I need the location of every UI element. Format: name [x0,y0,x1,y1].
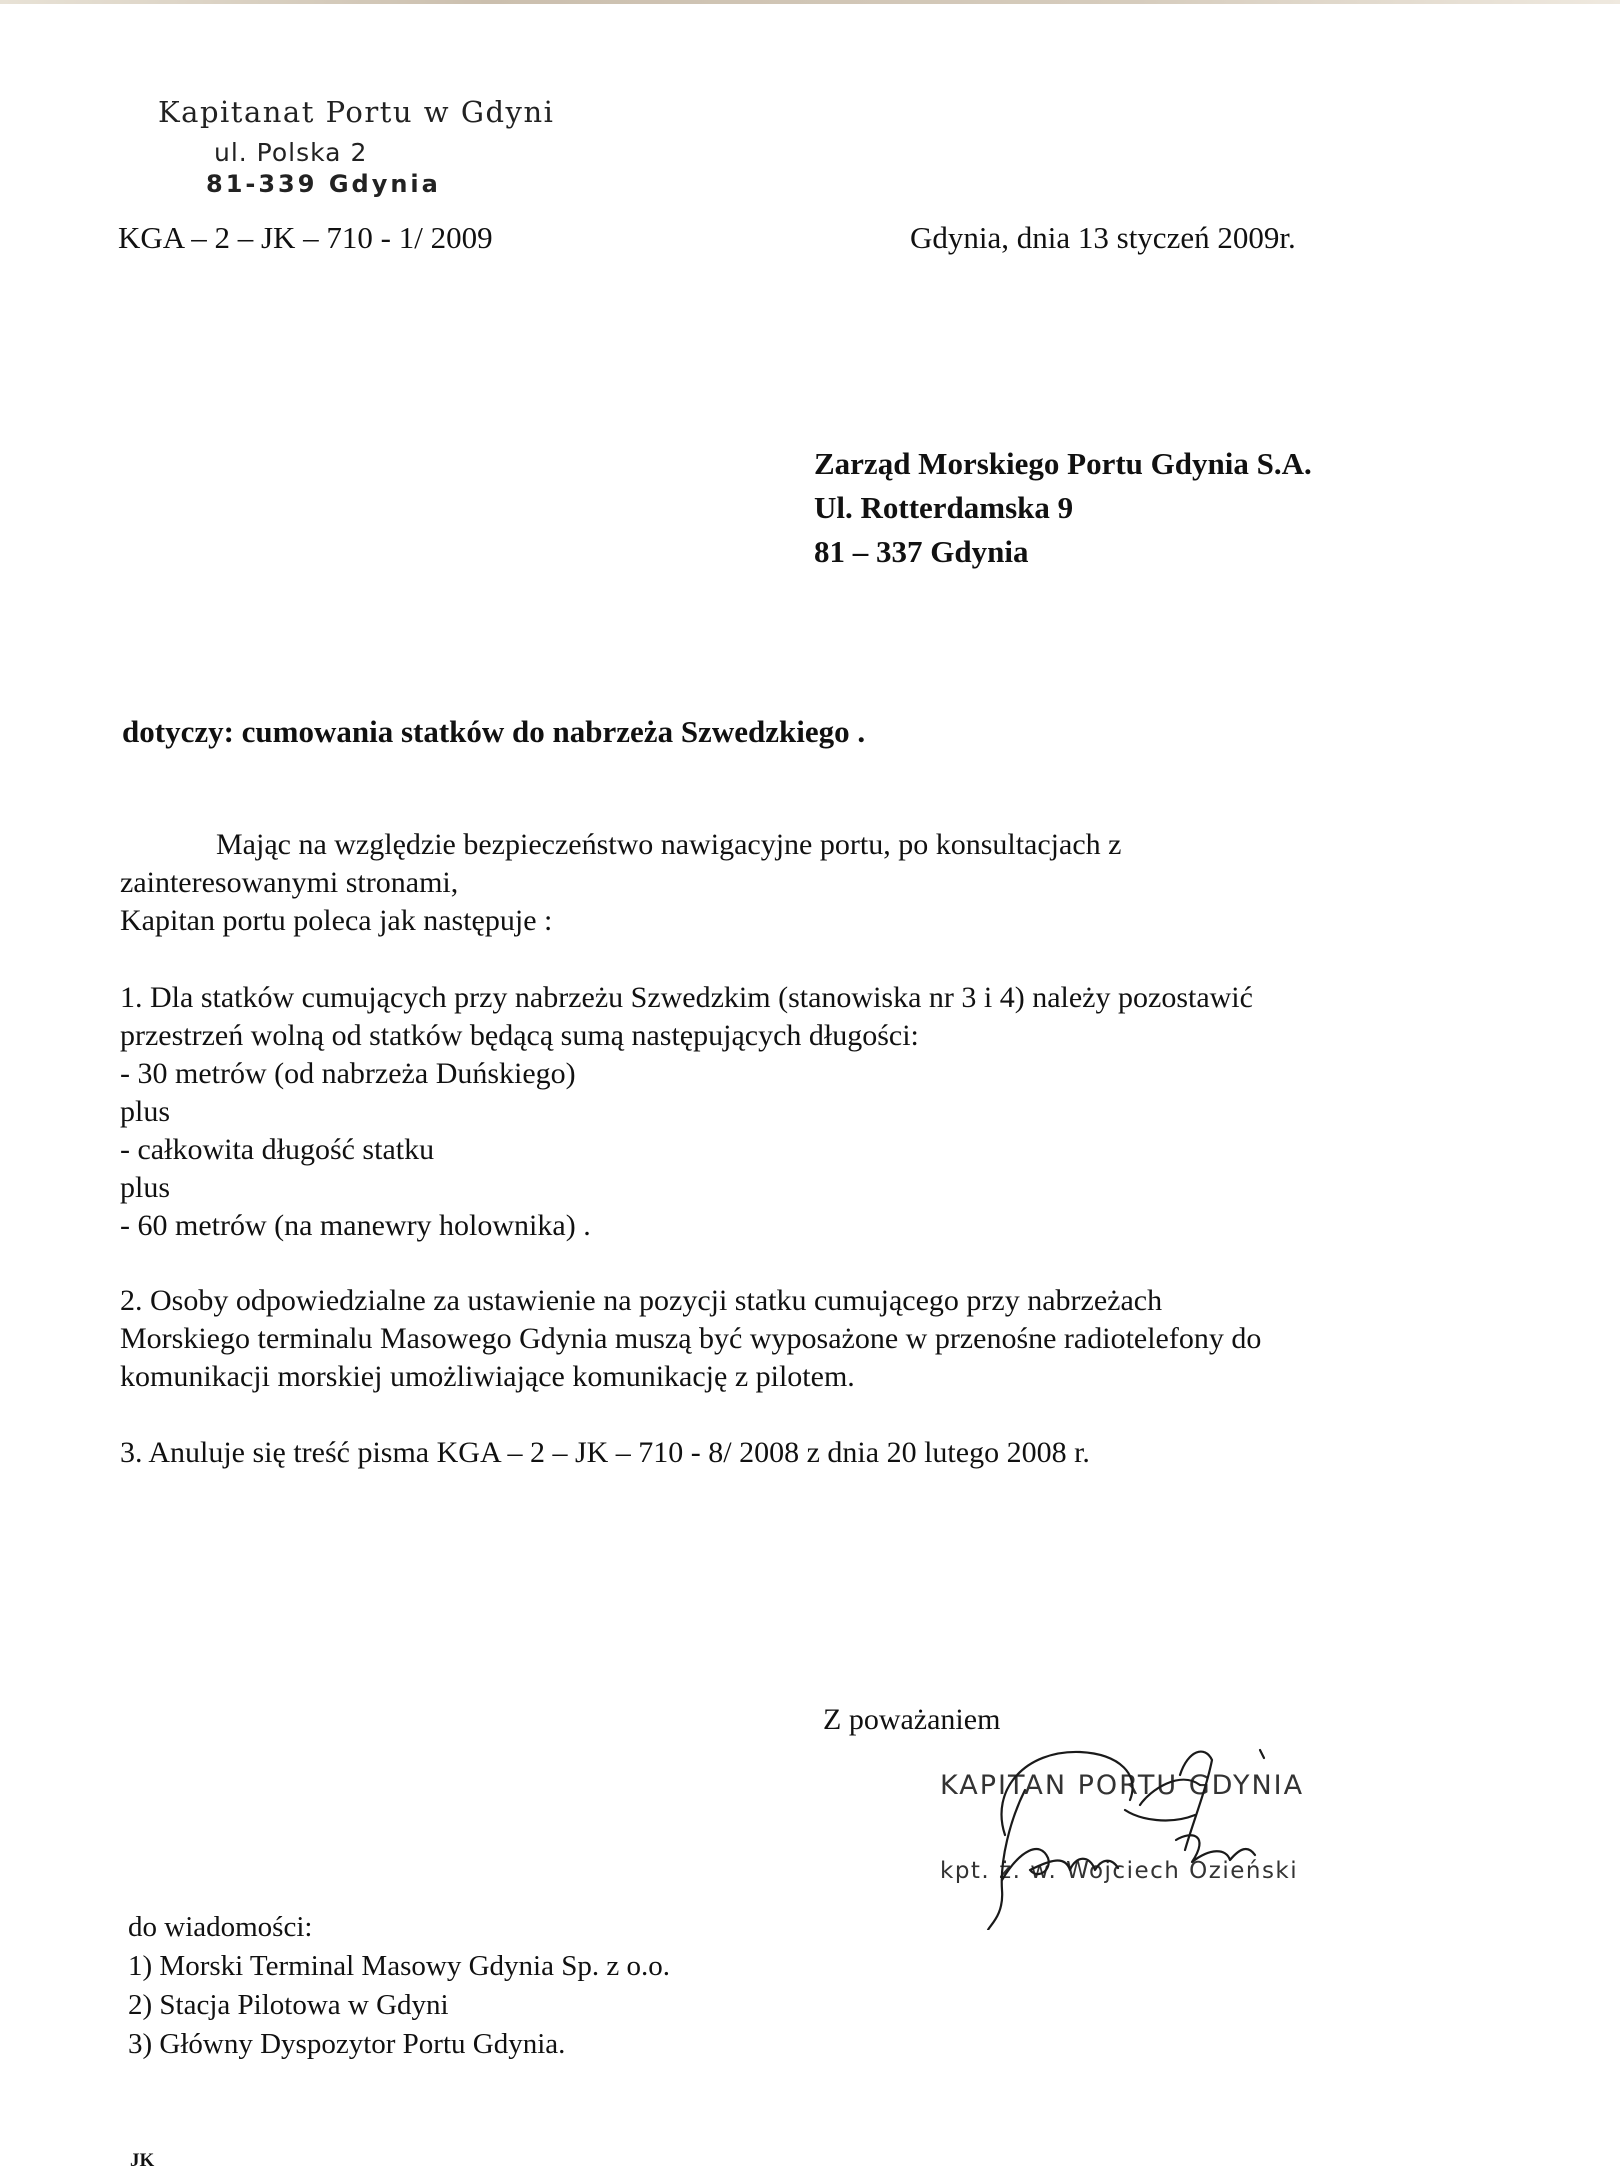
letterhead-stamp-name: Kapitanat Portu w Gdyni [158,95,555,129]
body-line: - 60 metrów (na manewry holownika) . [120,1209,591,1242]
signature-stamp-title: KAPITAN PORTU GDYNIA [940,1770,1305,1801]
body-line: Mając na względzie bezpieczeństwo nawigacyjne portu, po konsultacjach z [216,828,1122,861]
body-line: - 30 metrów (od nabrzeża Duńskiego) [120,1057,576,1090]
subject-line: dotyczy: cumowania statków do nabrzeża Szwedzkiego . [122,714,866,749]
recipient-line: Zarząd Morskiego Portu Gdynia S.A. [814,446,1312,481]
letterhead-stamp-street: ul. Polska 2 [214,138,368,167]
author-initials: JK [130,2150,155,2171]
body-line: 2. Osoby odpowiedzialne za ustawienie na pozycji statku cumującego przy nabrzeżach [120,1284,1163,1317]
body-line: zainteresowanymi stronami, [120,866,459,899]
closing-salutation: Z poważaniem [823,1703,1001,1736]
point-2 [120,1282,1261,1396]
page-top-edge [0,0,1620,4]
point-3 [120,1434,1090,1472]
body-line: przestrzeń wolną od statków będącą sumą następujących długości: [120,1019,919,1052]
signature-stamp-name: kpt. ż. w. Wojciech Ozieński [940,1858,1299,1884]
handwritten-signature [930,1730,1350,1930]
recipient-line: Ul. Rotterdamska 9 [814,490,1074,525]
recipient-line: 81 – 337 Gdynia [814,534,1029,569]
cc-item: 1) Morski Terminal Masowy Gdynia Sp. z o.o. [128,1950,670,1982]
body-line: Morskiego terminalu Masowego Gdynia muszą być wyposażone w przenośne radiotelefony do [120,1322,1262,1355]
body-line: plus [120,1095,171,1128]
reference-number: KGA – 2 – JK – 710 - 1/ 2009 [118,220,493,255]
body-line: komunikacji morskiej umożliwiające komunikację z pilotem. [120,1360,855,1393]
body-line: plus [120,1171,171,1204]
letterhead-stamp-postcode: 81-339 Gdynia [206,170,441,198]
body-line: 3. Anuluje się treść pisma KGA – 2 – JK – 710 - 8/ 2008 z dnia 20 lutego 2008 r. [120,1436,1090,1469]
signature-block [930,1730,1350,1930]
recipient-address [814,442,1312,574]
body-line: - całkowita długość statku [120,1133,435,1166]
cc-item: 2) Stacja Pilotowa w Gdyni [128,1989,449,2021]
intro-paragraph [120,826,1121,940]
letter-date: Gdynia, dnia 13 styczeń 2009r. [910,220,1296,255]
cc-heading: do wiadomości: [128,1911,313,1943]
cc-list [128,1908,670,2064]
point-1 [120,979,1253,1245]
body-line: 1. Dla statków cumujących przy nabrzeżu Szwedzkim (stanowiska nr 3 i 4) należy pozostawić [120,981,1253,1014]
body-line: Kapitan portu poleca jak następuje : [120,904,553,937]
cc-item: 3) Główny Dyspozytor Portu Gdynia. [128,2028,566,2060]
